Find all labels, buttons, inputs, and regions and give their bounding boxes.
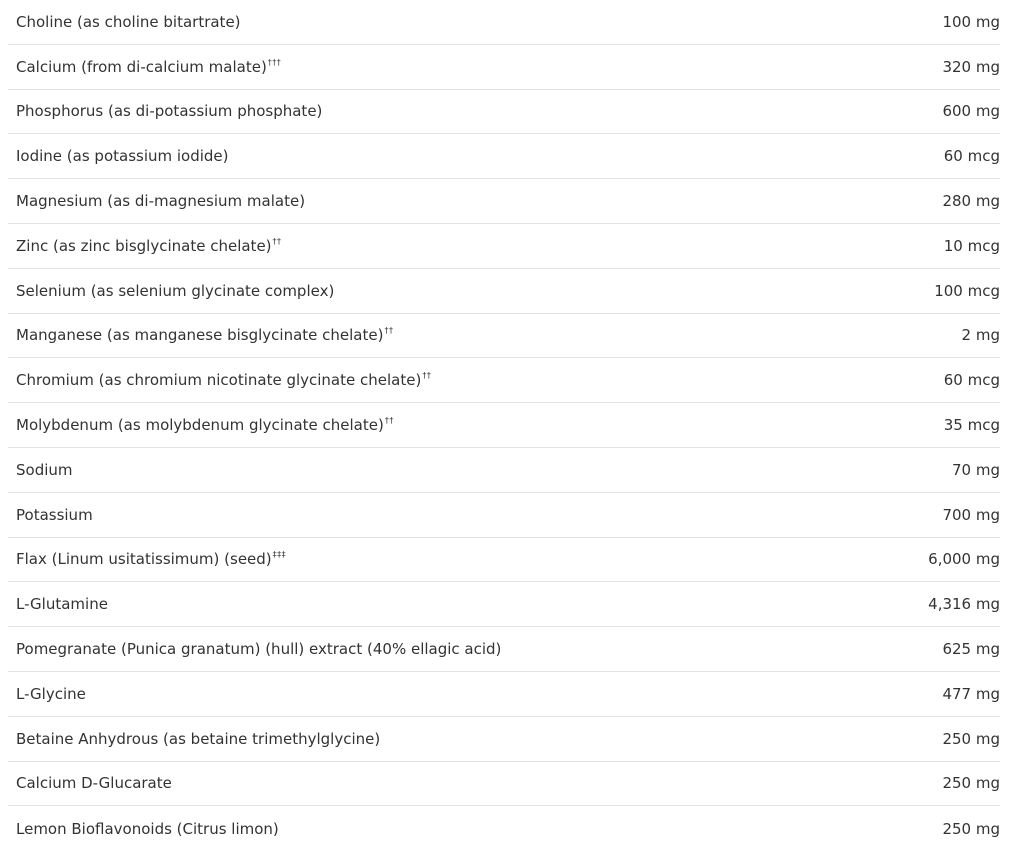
nutrient-amount: 250 mg xyxy=(942,774,1000,793)
nutrient-amount: 60 mcg xyxy=(943,371,1000,390)
nutrient-amount: 35 mcg xyxy=(943,416,1000,435)
nutrient-name: Chromium (as chromium nicotinate glycinate chelate)†† xyxy=(16,371,432,390)
table-row xyxy=(8,314,1000,359)
nutrient-amount: 477 mg xyxy=(942,684,1000,703)
nutrient-name: Selenium (as selenium glycinate complex) xyxy=(16,281,335,300)
nutrient-amount: 320 mg xyxy=(942,57,1000,76)
nutrient-amount: 250 mg xyxy=(942,729,1000,748)
nutrient-name: L-Glutamine xyxy=(16,595,108,614)
nutrient-amount: 10 mcg xyxy=(943,236,1000,255)
nutrient-name: Calcium D-Glucarate xyxy=(16,774,172,793)
nutrient-name: Iodine (as potassium iodide) xyxy=(16,147,229,166)
table-row xyxy=(8,269,1000,314)
nutrient-name: Molybdenum (as molybdenum glycinate chelate)†† xyxy=(16,416,394,435)
nutrient-name: Sodium xyxy=(16,460,73,479)
nutrient-name: Phosphorus (as di-potassium phosphate) xyxy=(16,102,323,121)
footnote-mark: †† xyxy=(422,371,432,381)
nutrient-amount: 280 mg xyxy=(942,192,1000,211)
table-row xyxy=(8,538,1000,583)
nutrient-name: Magnesium (as di-magnesium malate) xyxy=(16,192,306,211)
nutrient-amount: 70 mg xyxy=(952,460,1000,479)
nutrient-amount: 4,316 mg xyxy=(928,595,1000,614)
nutrient-name: Flax (Linum usitatissimum) (seed)‡‡‡ xyxy=(16,550,287,569)
nutrient-amount: 700 mg xyxy=(942,505,1000,524)
nutrient-name: L-Glycine xyxy=(16,684,86,703)
nutrient-amount: 100 mg xyxy=(942,12,1000,31)
table-row xyxy=(8,493,1000,538)
footnote-mark: ‡‡‡ xyxy=(272,550,287,560)
table-row xyxy=(8,179,1000,224)
table-row xyxy=(8,762,1000,807)
footnote-mark: †† xyxy=(384,326,394,336)
nutrient-amount: 60 mcg xyxy=(943,147,1000,166)
nutrient-amount: 100 mcg xyxy=(934,281,1000,300)
footnote-mark: †† xyxy=(272,236,282,246)
nutrient-amount: 6,000 mg xyxy=(928,550,1000,569)
nutrient-name: Pomegranate (Punica granatum) (hull) extract (40% ellagic acid) xyxy=(16,640,502,659)
nutrient-name: Calcium (from di-calcium malate)††† xyxy=(16,57,282,76)
nutrient-amount: 2 mg xyxy=(961,326,1000,345)
table-row xyxy=(8,627,1000,672)
table-row xyxy=(8,582,1000,627)
nutrient-name: Potassium xyxy=(16,505,93,524)
table-row xyxy=(8,448,1000,493)
table-row xyxy=(8,806,1000,851)
table-row xyxy=(8,134,1000,179)
table-row xyxy=(8,0,1000,45)
nutrient-name: Manganese (as manganese bisglycinate chelate)†† xyxy=(16,326,394,345)
table-row xyxy=(8,224,1000,269)
table-row xyxy=(8,717,1000,762)
footnote-mark: †† xyxy=(384,416,394,426)
nutrient-name: Choline (as choline bitartrate) xyxy=(16,12,241,31)
nutrient-name: Betaine Anhydrous (as betaine trimethylglycine) xyxy=(16,729,381,748)
footnote-mark: ††† xyxy=(267,57,282,67)
nutrient-amount: 600 mg xyxy=(942,102,1000,121)
nutrient-amount: 250 mg xyxy=(942,819,1000,838)
table-row xyxy=(8,672,1000,717)
nutrient-name: Zinc (as zinc bisglycinate chelate)†† xyxy=(16,236,282,255)
nutrient-amount: 625 mg xyxy=(942,640,1000,659)
nutrient-name: Lemon Bioflavonoids (Citrus limon) xyxy=(16,819,279,838)
table-row xyxy=(8,403,1000,448)
table-row xyxy=(8,358,1000,403)
table-row xyxy=(8,90,1000,135)
table-row xyxy=(8,45,1000,90)
